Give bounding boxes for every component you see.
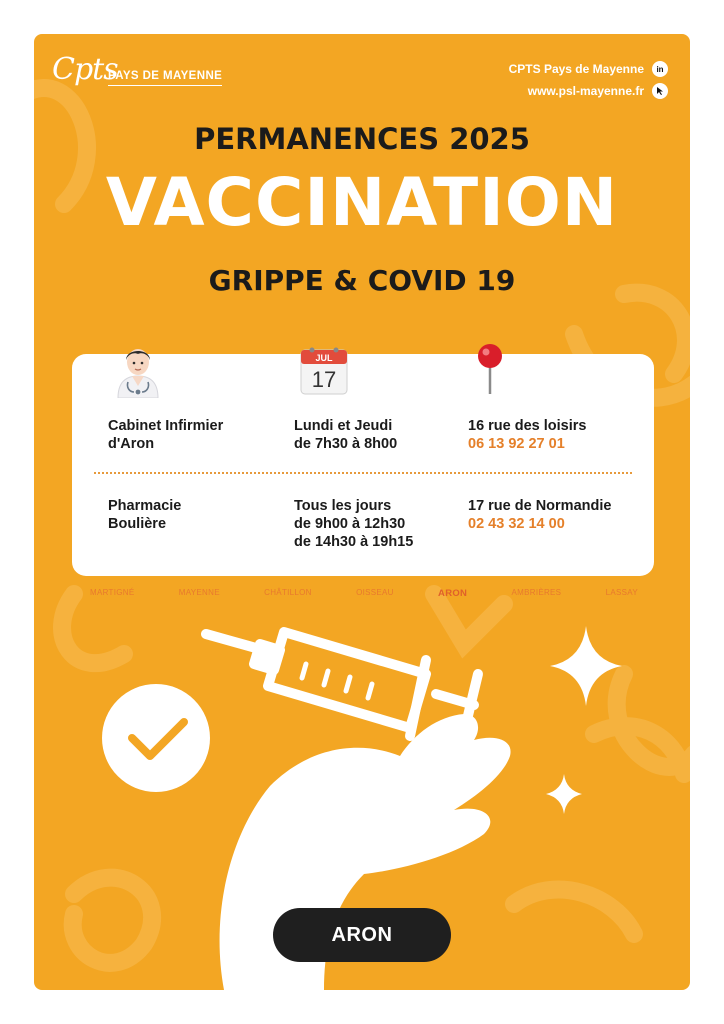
town-item-active: ARON (438, 588, 468, 599)
poster (34, 34, 690, 990)
phone-number[interactable]: 02 43 32 14 00 (468, 516, 565, 532)
location-badge: ARON (273, 908, 451, 962)
vaccination-illustration (34, 34, 690, 990)
hours-cabinet-infirmier: Lundi et Jeudi de 7h30 à 8h00 (294, 418, 398, 452)
town-item: MARTIGNÉ (90, 588, 135, 597)
town-item: CHÂTILLON (264, 588, 312, 597)
address-pharmacie: 17 rue de Normandie 02 43 32 14 00 (468, 498, 612, 532)
town-item: LASSAY (605, 588, 638, 597)
place-pharmacie: Pharmacie Boulière (108, 498, 182, 532)
logo-name: PAYS DE MAYENNE (108, 70, 222, 86)
logo-script: Cpts (52, 52, 118, 87)
town-item: OISSEAU (356, 588, 394, 597)
address-cabinet-infirmier: 16 rue des loisirs 06 13 92 27 01 (468, 418, 587, 452)
calendar-month: JUL (315, 353, 333, 363)
hours-pharmacie: Tous les jours de 9h00 à 12h30 de 14h30 à 19h15 (294, 498, 414, 550)
page-title: VACCINATION (105, 164, 619, 241)
sparkle-icon (546, 626, 622, 814)
syringe-icon (206, 632, 478, 736)
subtitle-permanences: PERMANENCES 2025 (194, 122, 530, 156)
subtitle-grippe-covid: GRIPPE & COVID 19 (208, 264, 516, 297)
linkedin-icon[interactable]: in (652, 61, 668, 77)
town-item: AMBRIÈRES (511, 588, 562, 597)
phone-number[interactable]: 06 13 92 27 01 (468, 436, 565, 452)
linkedin-label[interactable]: CPTS Pays de Mayenne (508, 62, 644, 76)
website-label[interactable]: www.psl-mayenne.fr (527, 84, 644, 98)
check-circle-icon (102, 684, 210, 792)
calendar-day: 17 (311, 367, 337, 392)
place-cabinet-infirmier: Cabinet Infirmier d'Aron (108, 418, 224, 452)
town-item: MAYENNE (178, 588, 220, 597)
